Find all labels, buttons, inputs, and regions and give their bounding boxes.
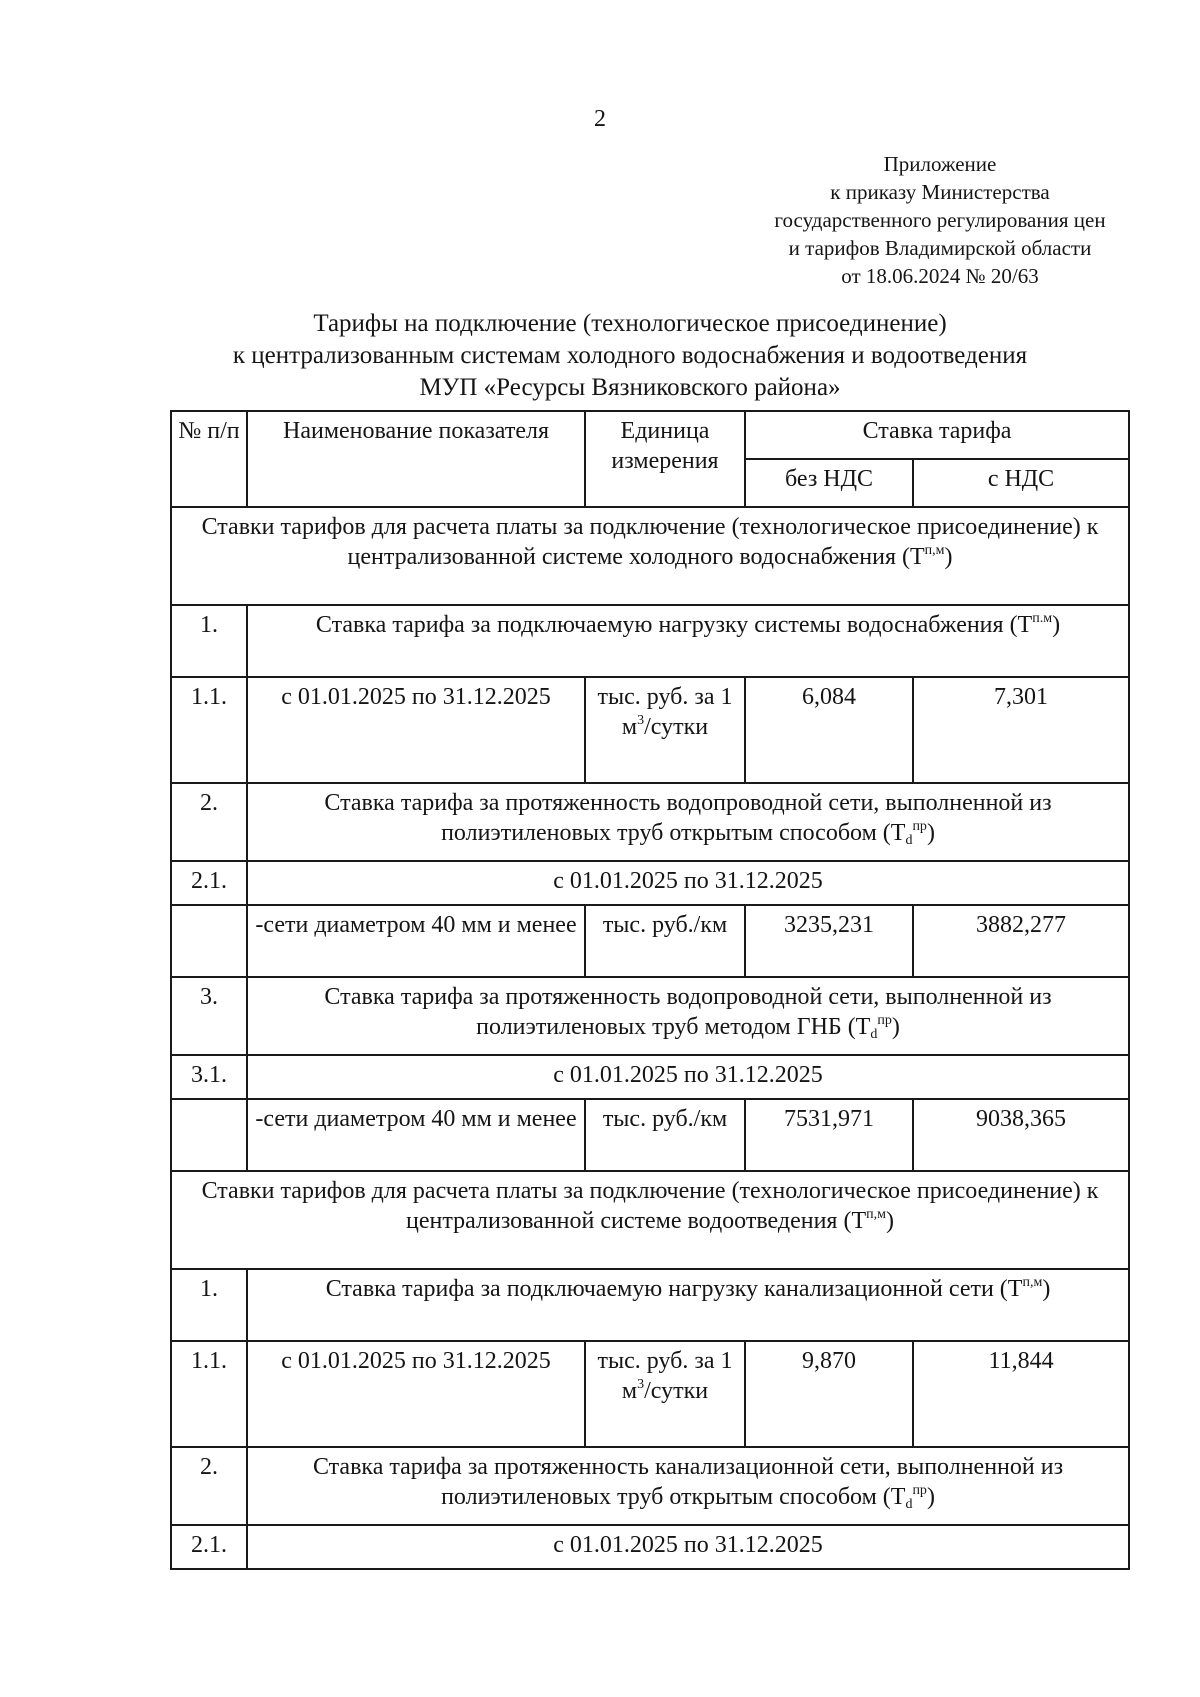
row-name: -сети диаметром 40 мм и менее — [247, 1099, 585, 1171]
row-unit: тыс. руб. за 1 $м^3$/сутки — [585, 677, 745, 783]
appendix-line: к приказу Министерства — [830, 180, 1050, 204]
row-title: Ставка тарифа за протяженность водопроводной сети, выполненной из полиэтиленовых труб методом ГНБ $(Тd^{пр})$ — [247, 977, 1129, 1055]
title-line: к централизованным системам холодного водоснабжения и водоотведения — [232, 342, 1028, 369]
row-title: Ставка тарифа за протяженность водопроводной сети, выполненной из полиэтиленовых труб открытым способом $(Тd^{пр})$ — [247, 783, 1129, 861]
row-no-vat: 9,870 — [745, 1341, 913, 1447]
table-row — [171, 677, 1129, 783]
row-with-vat: 7,301 — [913, 677, 1129, 783]
table-row — [171, 1447, 1129, 1525]
row-num-empty — [171, 1099, 247, 1171]
title-line: МУП «Ресурсы Вязниковского района» — [419, 374, 841, 401]
section-title-water: Ставки тарифов для расчета платы за подключение (технологическое присоединение) к централизованной системе холодного водоснабжения $(Т^{п,м})$ — [171, 507, 1129, 605]
table-row — [171, 783, 1129, 861]
row-with-vat: 3882,277 — [913, 905, 1129, 977]
row-name: с 01.01.2025 по 31.12.2025 — [247, 677, 585, 783]
appendix-line: государственного регулирования цен — [774, 208, 1106, 232]
table-row — [171, 605, 1129, 677]
section-row-water — [171, 507, 1129, 605]
row-num: 1.1. — [171, 1341, 247, 1447]
table-row — [171, 1525, 1129, 1569]
appendix-line: от 18.06.2024 № 20/63 — [841, 264, 1039, 288]
row-unit: тыс. руб./км — [585, 1099, 745, 1171]
table-row — [171, 1055, 1129, 1099]
section-title-sewer: Ставки тарифов для расчета платы за подключение (технологическое присоединение) к централизованной системе водоотведения $(Т^{п,м})$ — [171, 1171, 1129, 1269]
page-number: 2 — [594, 106, 606, 132]
appendix-block — [740, 150, 1140, 290]
row-unit: тыс. руб. за 1 $м^3$/сутки — [585, 1341, 745, 1447]
row-name: -сети диаметром 40 мм и менее — [247, 905, 585, 977]
row-num: 2. — [171, 1447, 247, 1525]
header-rate: Ставка тарифа — [745, 411, 1129, 459]
row-num: 3. — [171, 977, 247, 1055]
row-with-vat: 11,844 — [913, 1341, 1129, 1447]
row-title: Ставка тарифа за подключаемую нагрузку канализационной сети $(Т^{п,м})$ — [247, 1269, 1129, 1341]
table-header-row — [171, 411, 1129, 459]
row-with-vat: 9038,365 — [913, 1099, 1129, 1171]
table-row — [171, 1341, 1129, 1447]
row-unit: тыс. руб./км — [585, 905, 745, 977]
row-title: Ставка тарифа за подключаемую нагрузку системы водоснабжения $(Т^{п.м})$ — [247, 605, 1129, 677]
row-title: Ставка тарифа за протяженность канализационной сети, выполненной из полиэтиленовых труб открытым способом $(Тd^{пр})$ — [247, 1447, 1129, 1525]
section-row-sewer — [171, 1171, 1129, 1269]
row-num: 1. — [171, 1269, 247, 1341]
title-line: Тарифы на подключение (технологическое присоединение) — [313, 310, 947, 337]
row-num: 2.1. — [171, 1525, 247, 1569]
header-with-vat: с НДС — [913, 459, 1129, 507]
appendix-line: и тарифов Владимирской области — [788, 236, 1092, 260]
row-period: с 01.01.2025 по 31.12.2025 — [247, 1055, 1129, 1099]
table-row — [171, 1099, 1129, 1171]
header-num: № п/п — [171, 411, 247, 507]
table-row — [171, 1269, 1129, 1341]
header-name: Наименование показателя — [247, 411, 585, 507]
row-period: с 01.01.2025 по 31.12.2025 — [247, 861, 1129, 905]
header-no-vat: без НДС — [745, 459, 913, 507]
row-num: 2. — [171, 783, 247, 861]
row-no-vat: 3235,231 — [745, 905, 913, 977]
tariff-table — [170, 410, 1130, 1570]
table-row — [171, 861, 1129, 905]
table-row — [171, 977, 1129, 1055]
header-unit: Единица измерения — [585, 411, 745, 507]
row-name: с 01.01.2025 по 31.12.2025 — [247, 1341, 585, 1447]
row-num: 3.1. — [171, 1055, 247, 1099]
table-row — [171, 905, 1129, 977]
row-period: с 01.01.2025 по 31.12.2025 — [247, 1525, 1129, 1569]
appendix-line: Приложение — [883, 152, 997, 176]
row-num: 1. — [171, 605, 247, 677]
row-num: 1.1. — [171, 677, 247, 783]
document-title — [150, 308, 1110, 404]
row-num: 2.1. — [171, 861, 247, 905]
row-num-empty — [171, 905, 247, 977]
row-no-vat: 7531,971 — [745, 1099, 913, 1171]
row-no-vat: 6,084 — [745, 677, 913, 783]
